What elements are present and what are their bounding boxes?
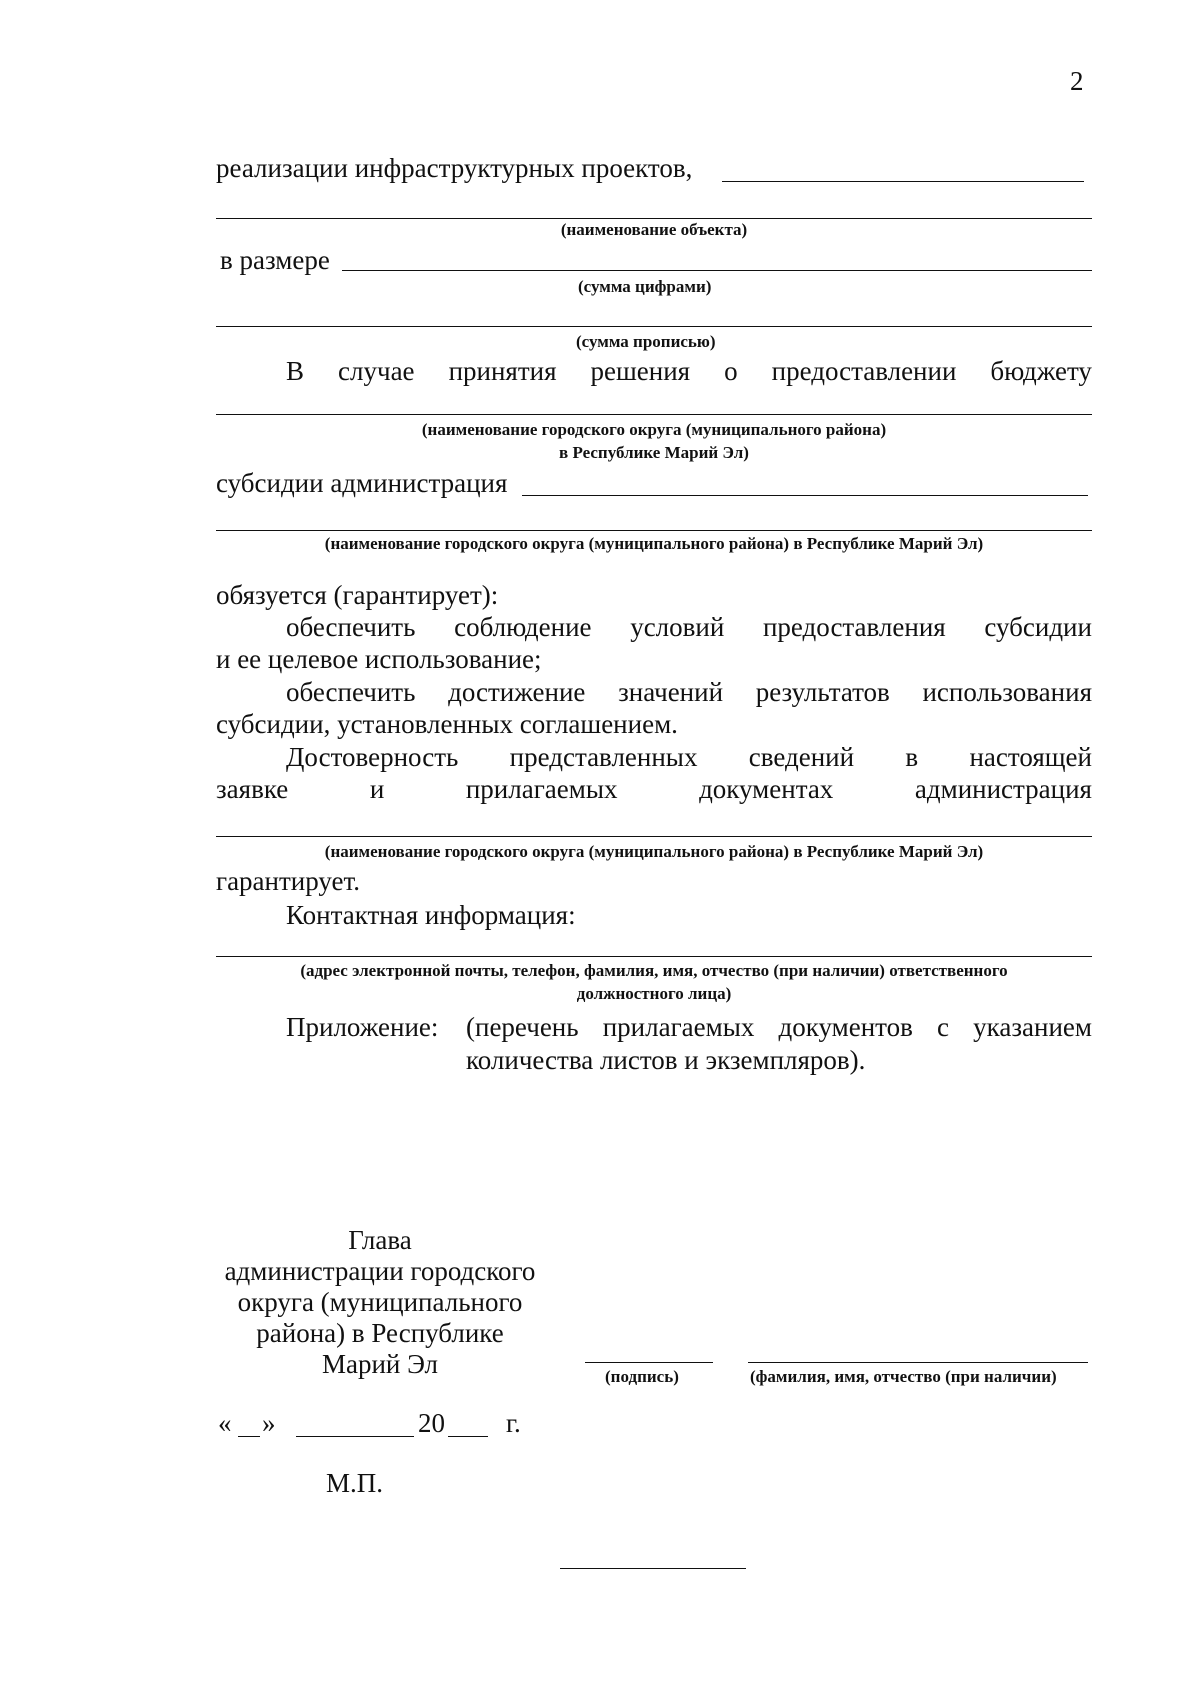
obligation-word: значений (618, 677, 724, 707)
date-year-line (448, 1436, 488, 1437)
obligation-word: достижение (448, 677, 586, 707)
date-close-quote: » (262, 1408, 276, 1438)
administration-fill-line-1 (522, 495, 1088, 496)
reliability-word: и (369, 774, 385, 804)
object-fill-line-2 (216, 218, 1092, 219)
document-end-line (560, 1568, 746, 1569)
caption-signature: (подпись) (605, 1367, 679, 1386)
caption-name: (фамилия, имя, отчество (при наличии) (750, 1367, 1057, 1386)
appendix-line-2: количества листов и экземпляров). (466, 1045, 866, 1075)
date-month-line (296, 1436, 414, 1437)
reliability-word: администрация (914, 774, 1092, 804)
obligation-word: использования (922, 677, 1092, 707)
decision-word: бюджету (990, 356, 1092, 386)
budget-fill-line (216, 414, 1092, 415)
decision-word: о (724, 356, 738, 386)
reliability-word: Достоверность (286, 742, 459, 772)
contact-fill-line (216, 956, 1092, 957)
caption-contact-line1: (адрес электронной почты, телефон, фамилия, имя, отчество (при наличии) ответственного (300, 961, 1008, 980)
caption-budget-line1: (наименование городского округа (муниципального района) (421, 420, 887, 439)
obligation-word: обеспечить (286, 677, 416, 707)
appendix-line-1: (перечень прилагаемых документов с указанием (466, 1012, 1092, 1042)
reliability-word: настоящей (969, 742, 1092, 772)
reliability-word: документах (699, 774, 834, 804)
decision-line (286, 358, 1092, 385)
caption-object: (наименование объекта) (560, 220, 748, 239)
reliability-line-2 (216, 776, 1092, 803)
appendix-label: Приложение: (286, 1012, 439, 1042)
signature-line (585, 1362, 713, 1363)
obligation-2-line (286, 679, 1092, 706)
obligations-intro: обязуется (гарантирует): (216, 580, 499, 610)
caption-administration: (наименование городского округа (муниципального района) в Республике Марий Эл) (324, 534, 984, 553)
obligation-word: обеспечить (286, 612, 416, 642)
date-year-prefix: 20 (418, 1408, 445, 1438)
obligation-word: предоставления (762, 612, 946, 642)
amount-label: в размере (220, 245, 330, 275)
reliability-word: представленных (509, 742, 698, 772)
reliability-word: прилагаемых (465, 774, 618, 804)
intro-text: реализации инфраструктурных проектов, (216, 153, 693, 183)
decision-word: решения (590, 356, 691, 386)
date-open-quote: « (218, 1408, 232, 1438)
decision-word: В (286, 356, 305, 386)
obligation-word: субсидии (984, 612, 1092, 642)
date-day-line (238, 1436, 260, 1437)
reliability-end: гарантирует. (216, 866, 361, 896)
reliability-word: заявке (216, 774, 289, 804)
amount-digits-line (342, 270, 1092, 271)
head-title-line: Марий Эл (321, 1349, 439, 1379)
obligation-1-continuation: и ее целевое использование; (216, 644, 542, 674)
administration-fill-line-2 (216, 530, 1092, 531)
name-line (748, 1362, 1088, 1363)
obligation-word: условий (630, 612, 725, 642)
reliability-fill-line (216, 836, 1092, 837)
decision-word: случае (338, 356, 415, 386)
head-title (210, 1225, 550, 1380)
reliability-word: в (905, 742, 919, 772)
head-title-line: администрации городского (224, 1256, 536, 1286)
caption-amount-words: (сумма прописью) (576, 332, 716, 351)
reliability-word: сведений (748, 742, 855, 772)
page-number: 2 (1070, 66, 1084, 96)
obligation-word: результатов (755, 677, 890, 707)
amount-words-line (216, 326, 1092, 327)
reliability-line-1 (286, 744, 1092, 771)
decision-word: предоставлении (771, 356, 957, 386)
obligation-word: соблюдение (454, 612, 592, 642)
caption-amount-digits: (сумма цифрами) (578, 277, 712, 296)
contact-label: Контактная информация: (286, 900, 576, 930)
head-title-line: Глава (348, 1225, 412, 1255)
object-fill-line-1 (722, 181, 1084, 182)
obligation-2-continuation: субсидии, установленных соглашением. (216, 709, 678, 739)
obligation-1-line (286, 614, 1092, 641)
stamp-place: М.П. (326, 1468, 384, 1498)
head-title-line: округа (муниципального (237, 1287, 523, 1317)
caption-budget-line2: в Республике Марий Эл) (559, 443, 749, 462)
head-title-line: района) в Республике (256, 1318, 504, 1348)
decision-word: принятия (448, 356, 557, 386)
caption-contact-line2: должностного лица) (576, 984, 732, 1003)
subsidy-text: субсидии администрация (216, 468, 508, 498)
date-year-suffix: г. (506, 1408, 521, 1438)
caption-reliability: (наименование городского округа (муниципального района) в Республике Марий Эл) (324, 842, 984, 861)
